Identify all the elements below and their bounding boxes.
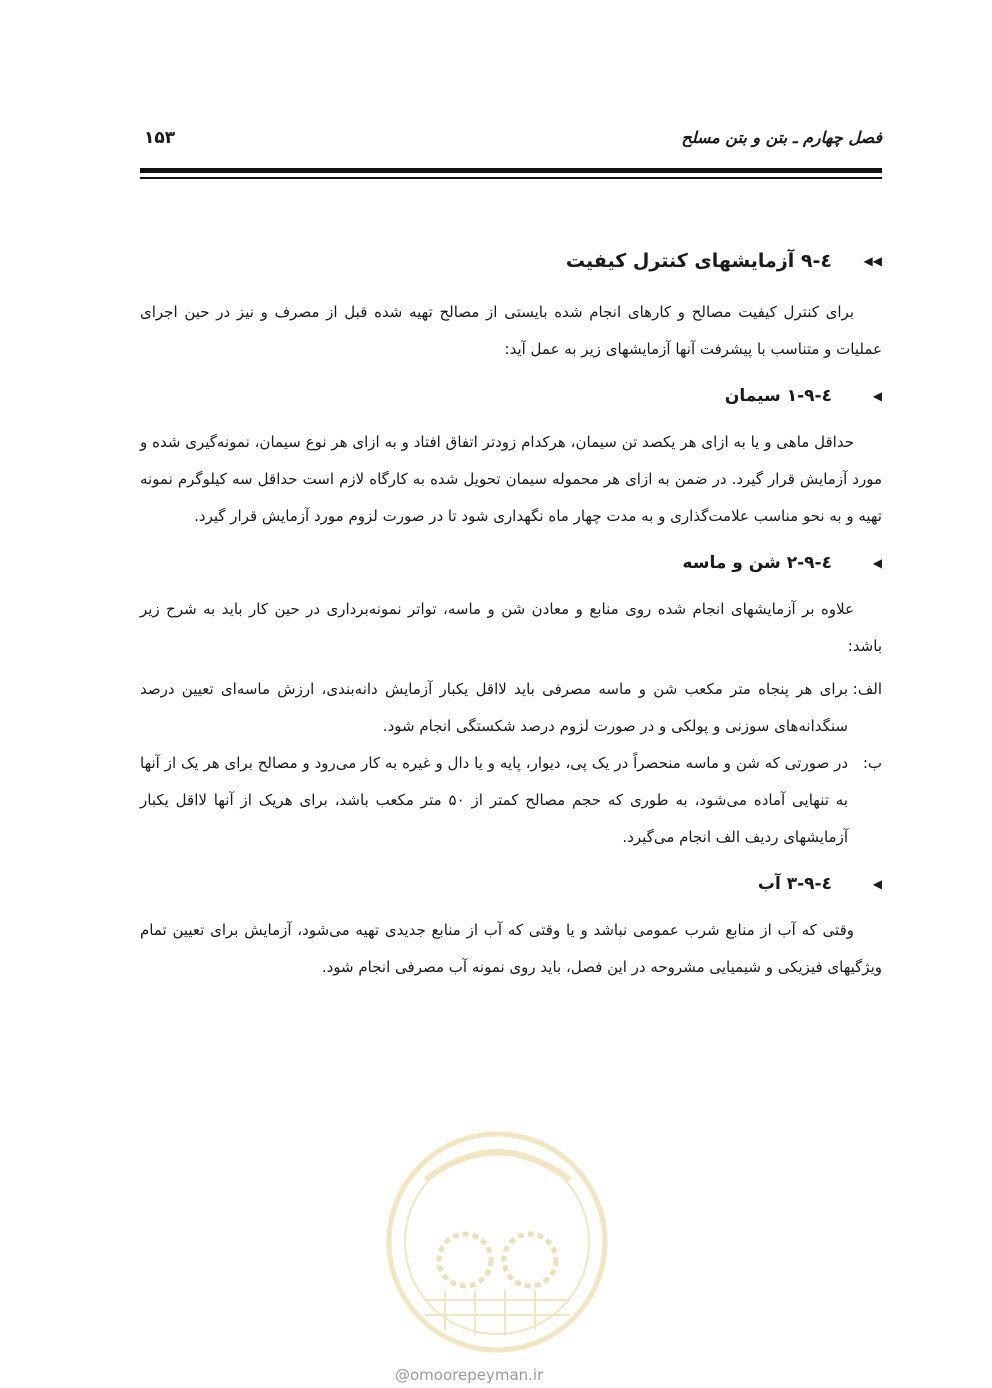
subsection-heading-text: ٤-٩-١ سیمان (724, 386, 832, 406)
subsection-heading (140, 553, 882, 573)
page-header (140, 128, 882, 158)
arrow-icon: ◀ (872, 556, 882, 570)
chapter-title: فصل چهارم ـ بتن و بتن مسلح (681, 128, 882, 147)
arrow-icon: ◀ (872, 877, 882, 891)
list-marker: الف: (852, 680, 882, 698)
section-heading-text: ٤-٩ آزمایشهای کنترل کیفیت (565, 250, 832, 272)
list-item-text: برای هر پنجاه متر مکعب شن و ماسه مصرفی باید لااقل یکبار آزمایش دانه‌بندی، ارزش ماسه‌ای تعیین درصد سنگدانه‌های سوزنی و پولکی و در صورت لزوم درصد شکستگی انجام شود. (140, 680, 848, 735)
double-arrow-icon: ◀◀ (863, 254, 882, 268)
page-number: ۱۵۳ (144, 128, 176, 148)
section-heading (140, 250, 882, 272)
subsection-heading (140, 874, 882, 894)
lettered-list (140, 671, 882, 856)
paragraph: علاوه بر آزمایشهای انجام شده روی منابع و معادن شن و ماسه، تواتر نمونه‌برداری در حین کار باید به شرح زیر باشد: (140, 600, 882, 655)
watermark-url: @omoorepeyman.ir (395, 1366, 544, 1384)
subsection-heading (140, 386, 882, 406)
list-item-text: در صورتی که شن و ماسه منحصراً در یک پی، دیوار، پایه و یا دال و غیره به کار می‌رود و مصالح برای هر یک از آنها به تنهایی آماده می‌شود، به طوری که حجم مصالح کمتر از ۵۰ متر مکعب باشد، برای هریک از آنها لااقل یکبار آزمایشهای ردیف الف انجام می‌گیرد. (140, 754, 848, 846)
paragraph: وقتی که آب از منابع شرب عمومی نباشد و یا وقتی که آب از منابع جدیدی تهیه می‌شود، آزمایش برای تعیین تمام ویژگیهای فیزیکی و شیمیایی مشروحه در این فصل، باید روی نمونه آب مصرفی انجام شود. (140, 921, 882, 976)
list-item (140, 745, 882, 856)
arrow-icon: ◀ (872, 389, 882, 403)
section-intro: برای کنترل کیفیت مصالح و کارهای انجام شده بایستی از مصالح تهیه شده قبل از مصرف و نیز در حین اجرای عملیات و متناسب با پیشرفت آنها آزمایشهای زیر به عمل آید: (140, 303, 882, 358)
list-marker: ب: (862, 754, 882, 772)
header-rule-thin (140, 177, 882, 179)
list-item (140, 671, 882, 745)
subsection-heading-text: ٤-٩-٢ شن و ماسه (682, 553, 832, 573)
watermark-seal-logo (385, 1130, 610, 1355)
header-rule-thick (140, 168, 882, 173)
page-content (140, 240, 882, 1004)
subsection-heading-text: ٤-٩-٣ آب (757, 874, 832, 894)
paragraph: حداقل ماهی و یا به ازای هر یکصد تن سیمان، هرکدام زودتر اتفاق افتاد و به ازای هر نوع سیمان، نمونه‌گیری شده و مورد آزمایش قرار گیرد. در ضمن به ازای هر محموله سیمان تحویل شده به کارگاه لازم است حداقل سه کیلوگرم نمونه تهیه و به نحو مناسب علامت‌گذاری و به مدت چهار ماه نگهداری شود تا در صورت لزوم مورد آزمایش قرار گیرد. (140, 433, 882, 525)
